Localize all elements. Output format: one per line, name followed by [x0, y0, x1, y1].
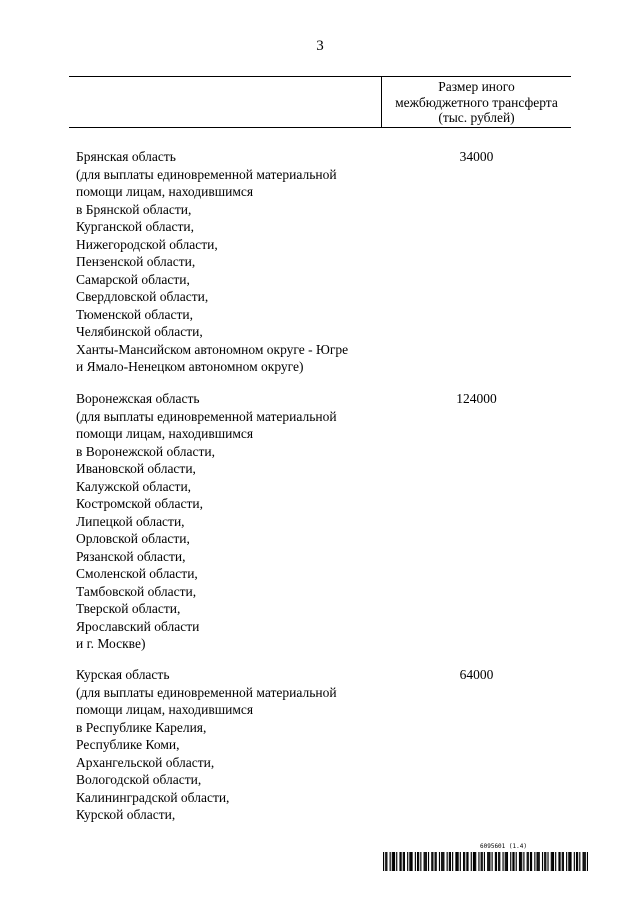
- entry-line: Республике Коми,: [76, 737, 180, 752]
- barcode-bar: [544, 852, 545, 871]
- entry-line: Тверской области,: [76, 601, 181, 616]
- barcode-bar: [487, 852, 488, 871]
- barcode-bar: [418, 852, 419, 871]
- barcode-bar: [443, 852, 444, 871]
- barcode-bar: [428, 852, 429, 871]
- barcode-bar: [510, 852, 511, 871]
- barcode-bar: [496, 852, 497, 871]
- entry-line: Воронежская область: [76, 391, 200, 406]
- barcode-bar: [560, 852, 561, 871]
- barcode-bar: [396, 852, 397, 871]
- entry-line: Нижегородской области,: [76, 236, 218, 252]
- barcode-bar: [401, 852, 402, 871]
- entry-line: Тюменской области,: [76, 306, 193, 322]
- entry-line: Тамбовской области,: [76, 583, 197, 599]
- entry-line: Калужской области,: [76, 478, 192, 494]
- barcode-bar: [425, 852, 426, 871]
- barcode-bar: [420, 852, 421, 871]
- barcode-bar: [574, 852, 575, 871]
- entry-line: Курганской области,: [76, 219, 194, 234]
- entry-line: в Республике Карелия,: [76, 719, 207, 735]
- entry-line: (для выплаты единовременной материальной: [76, 684, 337, 700]
- barcode-bar: [456, 852, 457, 871]
- entry-line: Рязанской области,: [76, 548, 186, 564]
- entry-line: Курская область: [76, 667, 170, 682]
- barcode-bar: [455, 852, 456, 871]
- barcode-bar: [441, 852, 442, 871]
- barcode-bar: [478, 852, 479, 871]
- table-header-bottom-rule: [69, 127, 571, 128]
- entry-line: и Ямало-Ненецком автономном округе): [76, 359, 304, 374]
- barcode-bar: [539, 852, 540, 871]
- barcode-bar: [474, 852, 475, 871]
- barcode-bar: [412, 852, 413, 871]
- region-entry-name: [76, 148, 376, 376]
- barcode-bar: [498, 852, 499, 871]
- barcode-bar: [489, 852, 490, 871]
- barcode-bar: [585, 852, 586, 871]
- barcode-bar: [467, 852, 468, 871]
- barcode-bar: [566, 852, 567, 871]
- barcode-bar: [563, 852, 564, 871]
- entry-line: Свердловской области,: [76, 289, 209, 304]
- barcode-bar: [499, 852, 500, 871]
- entry-line: Ярославский области: [76, 618, 200, 634]
- entry-line: Калининградской области,: [76, 789, 230, 805]
- barcode-bar: [551, 852, 552, 871]
- barcode-bar: [516, 852, 517, 871]
- barcode-bar: [569, 852, 570, 871]
- entry-line: в Воронежской области,: [76, 443, 216, 459]
- barcode-bar: [460, 852, 461, 871]
- barcode-bar: [570, 852, 571, 871]
- barcode-bar: [519, 852, 520, 871]
- barcode-bar: [403, 852, 404, 871]
- barcode-bar: [385, 852, 386, 871]
- barcode-bar: [394, 852, 395, 871]
- barcode-bar: [492, 852, 493, 871]
- entry-line: помощи лицам, находившимся: [76, 426, 254, 441]
- barcode-bar: [447, 852, 448, 871]
- entry-line: Костромской области,: [76, 496, 203, 511]
- barcode-bar: [534, 852, 535, 871]
- table-header-amount: [382, 79, 571, 126]
- barcode-bar: [392, 852, 393, 871]
- entry-line: помощи лицам, находившимся: [76, 184, 254, 199]
- entry-line: помощи лицам, находившимся: [76, 702, 254, 717]
- entry-line: Орловской области,: [76, 531, 190, 546]
- region-entry-name: [76, 390, 376, 653]
- barcode-bar: [547, 852, 548, 871]
- barcode-bar: [553, 852, 554, 871]
- entry-line: и г. Москве): [76, 636, 146, 651]
- barcode-bar: [513, 852, 514, 871]
- barcode-bar: [415, 852, 416, 871]
- barcode-bar: [531, 852, 532, 871]
- barcode-bar: [435, 852, 436, 871]
- barcode-bar: [552, 852, 553, 871]
- barcode-bar: [528, 852, 529, 871]
- barcode-bar: [568, 852, 569, 871]
- entry-line: Брянская область: [76, 149, 176, 164]
- barcode-bar: [488, 852, 489, 871]
- table-header-line: (тыс. рублей): [438, 110, 515, 125]
- barcode-bar: [495, 852, 496, 871]
- entry-line: в Брянской области,: [76, 201, 192, 217]
- barcode-bar: [579, 852, 580, 871]
- barcode-bar: [587, 852, 588, 871]
- barcode-bar: [536, 852, 537, 871]
- barcode-bar: [383, 852, 384, 871]
- barcode-bar: [417, 852, 418, 871]
- barcode-bar: [431, 852, 432, 871]
- barcode-bar: [404, 852, 405, 871]
- barcode-bar: [442, 852, 443, 871]
- barcode-bar: [452, 852, 453, 871]
- barcode-bar: [482, 852, 483, 871]
- barcode-bar: [450, 852, 451, 871]
- barcode-bar: [473, 852, 474, 871]
- entry-line: (для выплаты единовременной материальной: [76, 166, 337, 182]
- barcode-bar: [466, 852, 467, 871]
- entry-line: Липецкой области,: [76, 513, 185, 529]
- entry-line: Архангельской области,: [76, 754, 215, 770]
- barcode-bar: [464, 852, 465, 871]
- entry-line: Смоленской области,: [76, 566, 198, 581]
- barcode: [383, 852, 588, 871]
- barcode-bar: [520, 852, 521, 871]
- barcode-bar: [507, 852, 508, 871]
- entry-line: Курской области,: [76, 807, 176, 822]
- barcode-bar: [576, 852, 577, 871]
- barcode-bar: [463, 852, 464, 871]
- barcode-bar: [530, 852, 531, 871]
- barcode-bar: [512, 852, 513, 871]
- barcode-bar: [577, 852, 578, 871]
- table-top-rule: [69, 76, 571, 77]
- region-entry-name: [76, 666, 376, 824]
- page-number: 3: [316, 38, 324, 54]
- barcode-bar: [471, 852, 472, 871]
- barcode-bar: [424, 852, 425, 871]
- table-header-line: межбюджетного трансферта: [395, 94, 558, 110]
- barcode-bar: [393, 852, 394, 871]
- barcode-bar: [583, 852, 584, 871]
- region-entry-amount: 34000: [459, 149, 494, 164]
- barcode-bar: [386, 852, 387, 871]
- barcode-bar: [390, 852, 391, 871]
- barcode-label: 6095601 (1.4): [480, 843, 527, 850]
- region-entry-amount: 124000: [456, 391, 497, 406]
- entry-line: Вологодской области,: [76, 772, 202, 787]
- entry-line: Челябинской области,: [76, 324, 203, 339]
- entry-line: Ханты-Мансийском автономном округе - Югре: [76, 341, 349, 357]
- barcode-bar: [458, 852, 459, 871]
- barcode-bar: [410, 852, 411, 871]
- barcode-bar: [584, 852, 585, 871]
- barcode-bar: [432, 852, 433, 871]
- barcode-bar: [545, 852, 546, 871]
- barcode-bar: [523, 852, 524, 871]
- barcode-bar: [484, 852, 485, 871]
- barcode-bar: [502, 852, 503, 871]
- barcode-bar: [562, 852, 563, 871]
- barcode-bar: [506, 852, 507, 871]
- barcode-bar: [426, 852, 427, 871]
- barcode-bar: [505, 852, 506, 871]
- entry-line: Самарской области,: [76, 271, 190, 287]
- barcode-bar: [521, 852, 522, 871]
- barcode-bar: [542, 852, 543, 871]
- barcode-bar: [449, 852, 450, 871]
- barcode-bar: [527, 852, 528, 871]
- entry-line: Пензенской области,: [76, 254, 196, 269]
- entry-line: Ивановской области,: [76, 461, 196, 476]
- barcode-bar: [439, 852, 440, 871]
- table-header-line: Размер иного: [438, 79, 515, 94]
- barcode-bar: [555, 852, 556, 871]
- barcode-bar: [481, 852, 482, 871]
- barcode-bar: [475, 852, 476, 871]
- barcode-bar: [407, 852, 408, 871]
- barcode-bar: [538, 852, 539, 871]
- barcode-bar: [436, 852, 437, 871]
- region-entry-amount: 64000: [459, 667, 494, 682]
- entry-line: (для выплаты единовременной материальной: [76, 408, 337, 424]
- barcode-bar: [409, 852, 410, 871]
- barcode-bar: [558, 852, 559, 871]
- barcode-bar: [399, 852, 400, 871]
